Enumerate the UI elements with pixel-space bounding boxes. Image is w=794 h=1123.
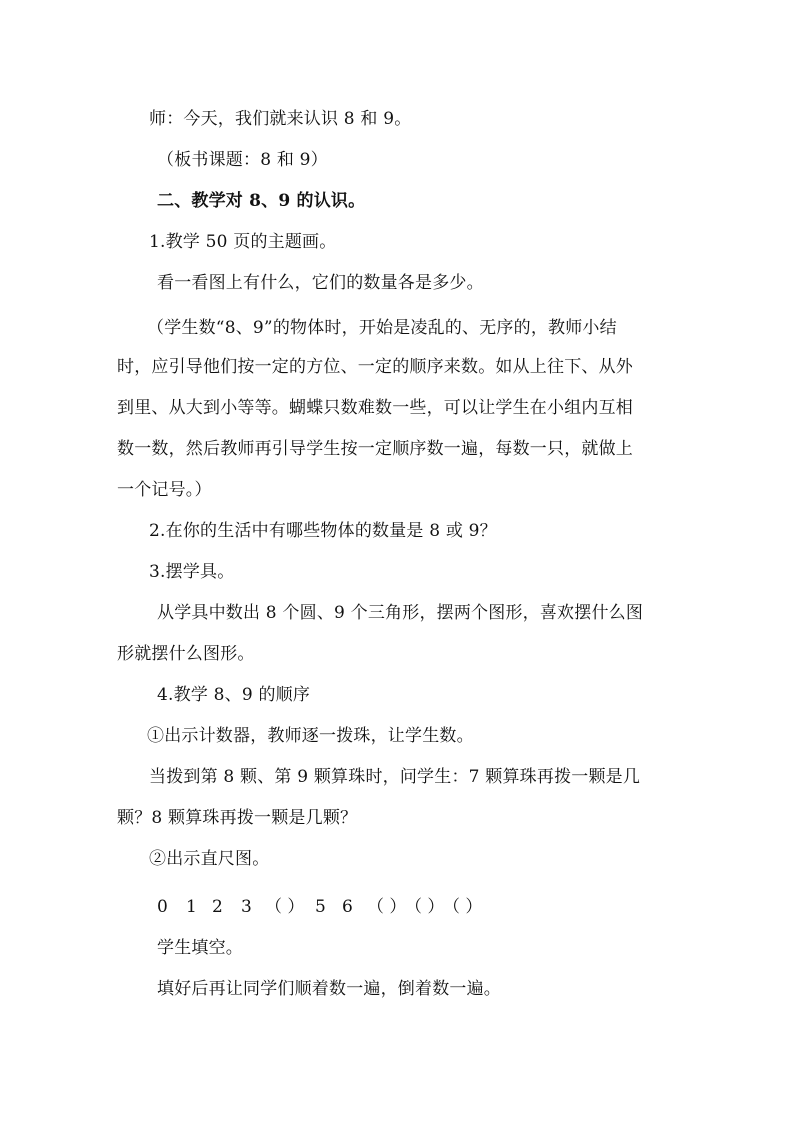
paragraph-look: 看一看图上有什么，它们的数量各是多少。 <box>157 273 484 293</box>
paragraph-tools-line-2: 形就摆什么图形。 <box>117 644 255 664</box>
paragraph-count-both-ways: 填好后再让同学们顺着数一遍，倒着数一遍。 <box>157 979 501 999</box>
ruler-number: 1 <box>186 897 197 917</box>
paragraph-fill-blank: 学生填空。 <box>157 938 243 958</box>
paragraph-ruler-intro: ②出示直尺图。 <box>149 849 270 869</box>
ruler-number: 3 <box>241 897 252 917</box>
paragraph-counter: ①出示计数器，教师逐一拨珠，让学生数。 <box>147 726 474 746</box>
paragraph-item-4: 4.教学 8、9 的顺序 <box>157 685 311 705</box>
paragraph-note-line-1: （学生数“8、9”的物体时，开始是凌乱的、无序的，教师小结 <box>147 318 617 338</box>
ruler-number: 2 <box>212 897 223 917</box>
ruler-blank: （ ） <box>265 897 305 917</box>
paragraph-teacher-intro: 师：今天，我们就来认识 8 和 9。 <box>149 109 412 129</box>
ruler-blank: （ ） <box>367 897 407 917</box>
paragraph-note-line-2: 时，应引导他们按一定的方位、一定的顺序来数。如从上往下、从外 <box>117 357 633 377</box>
paragraph-board-title: （板书课题：8 和 9） <box>157 150 328 170</box>
ruler-number: 0 <box>157 897 168 917</box>
paragraph-question-line-2: 颗？8 颗算珠再拨一颗是几颗？ <box>117 808 358 828</box>
paragraph-note-line-3: 到里、从大到小等等。蝴蝶只数难数一些，可以让学生在小组内互相 <box>117 398 633 418</box>
paragraph-item-1: 1.教学 50 页的主题画。 <box>149 232 337 252</box>
number-ruler <box>157 896 497 918</box>
ruler-number: 5 <box>315 897 326 917</box>
paragraph-note-line-4: 数一数，然后教师再引导学生按一定顺序数一遍，每数一只，就做上 <box>117 439 633 459</box>
section-heading: 二、教学对 8、9 的认识。 <box>157 191 366 211</box>
paragraph-tools-line-1: 从学具中数出 8 个圆、9 个三角形，摆两个图形，喜欢摆什么图 <box>157 603 644 623</box>
ruler-blank: （ ） <box>405 897 445 917</box>
paragraph-note-line-5: 一个记号。） <box>117 480 212 500</box>
paragraph-item-3: 3.摆学具。 <box>149 562 235 582</box>
paragraph-question-line-1: 当拨到第 8 颗、第 9 颗算珠时，问学生：7 颗算珠再拨一颗是几 <box>149 767 641 787</box>
ruler-blank: （ ） <box>443 897 483 917</box>
paragraph-item-2: 2.在你的生活中有哪些物体的数量是 8 或 9？ <box>149 521 497 541</box>
ruler-number: 6 <box>342 897 353 917</box>
